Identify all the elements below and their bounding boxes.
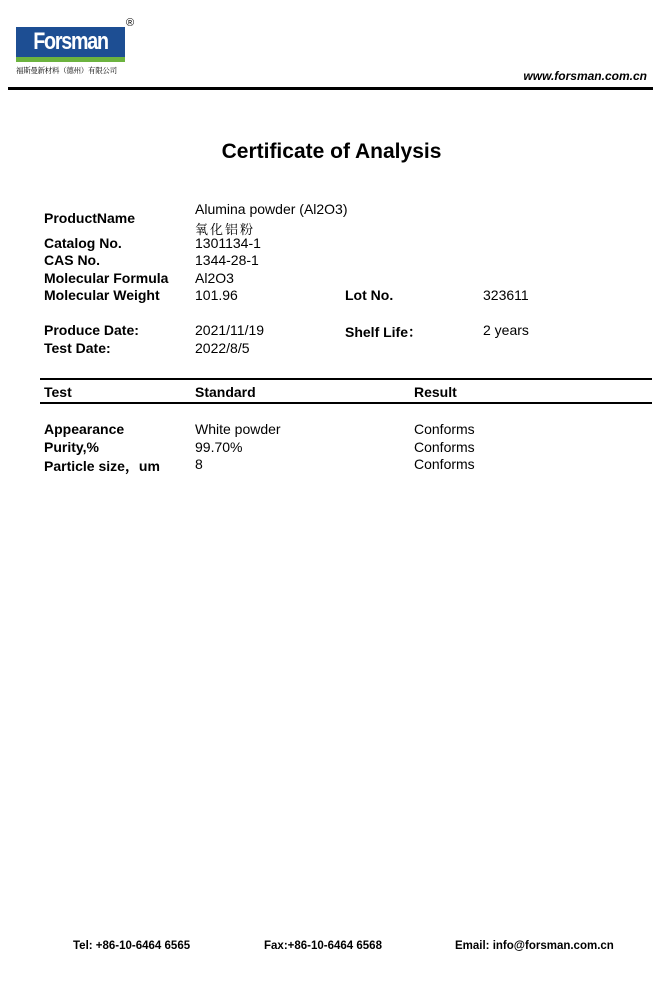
registered-mark: ® bbox=[126, 17, 135, 29]
produce-date-label: Produce Date: bbox=[44, 322, 139, 338]
logo-text: Forsman bbox=[33, 28, 108, 55]
formula-value: Al2O3 bbox=[195, 270, 234, 286]
table-row-result: Conforms bbox=[414, 439, 475, 455]
shelf-life-label: Shelf Life： bbox=[345, 324, 423, 340]
website-link[interactable]: www.forsman.com.cn bbox=[523, 69, 647, 83]
footer-fax: Fax:+86-10-6464 6568 bbox=[264, 940, 382, 952]
table-row-test: Particle size，um bbox=[44, 458, 160, 474]
footer-email[interactable]: Email: info@forsman.com.cn bbox=[455, 940, 614, 952]
table-row-result: Conforms bbox=[414, 421, 475, 437]
footer-tel: Tel: +86-10-6464 6565 bbox=[73, 940, 191, 952]
cas-value: 1344-28-1 bbox=[195, 252, 259, 268]
logo-stripe bbox=[16, 57, 125, 62]
product-name-value: Alumina powder (Al2O3) bbox=[195, 201, 348, 217]
lot-label: Lot No. bbox=[345, 287, 394, 303]
test-date-value: 2022/8/5 bbox=[195, 340, 250, 356]
company-name-cn: 福斯曼新材料（德州）有限公司 bbox=[16, 66, 117, 75]
page-title: Certificate of Analysis bbox=[221, 140, 442, 163]
product-name-cn: 氧化铝粉 bbox=[195, 223, 256, 238]
weight-label: Molecular Weight bbox=[44, 287, 160, 303]
table-header-result: Result bbox=[414, 384, 457, 400]
table-header-test: Test bbox=[44, 384, 72, 400]
table-row-test: Appearance bbox=[44, 421, 125, 437]
table-row-standard: 99.70% bbox=[195, 439, 243, 455]
cas-label: CAS No. bbox=[44, 252, 100, 268]
test-date-label: Test Date: bbox=[44, 340, 111, 356]
weight-value: 101.96 bbox=[195, 287, 238, 303]
table-header-divider bbox=[40, 402, 652, 404]
shelf-life-value: 2 years bbox=[483, 322, 529, 338]
table-top-divider bbox=[40, 378, 652, 380]
company-logo bbox=[16, 27, 125, 57]
formula-label: Molecular Formula bbox=[44, 270, 169, 286]
table-row-result: Conforms bbox=[414, 456, 475, 472]
produce-date-value: 2021/11/19 bbox=[195, 322, 265, 338]
catalog-value: 1301134-1 bbox=[195, 235, 261, 251]
header-divider bbox=[8, 87, 653, 90]
table-row-test: Purity,% bbox=[44, 439, 99, 455]
product-name-label: ProductName bbox=[44, 210, 136, 226]
lot-value: 323611 bbox=[483, 287, 529, 303]
table-row-standard: White powder bbox=[195, 421, 281, 437]
catalog-label: Catalog No. bbox=[44, 235, 122, 251]
table-row-standard: 8 bbox=[195, 456, 203, 472]
table-header-standard: Standard bbox=[195, 384, 256, 400]
